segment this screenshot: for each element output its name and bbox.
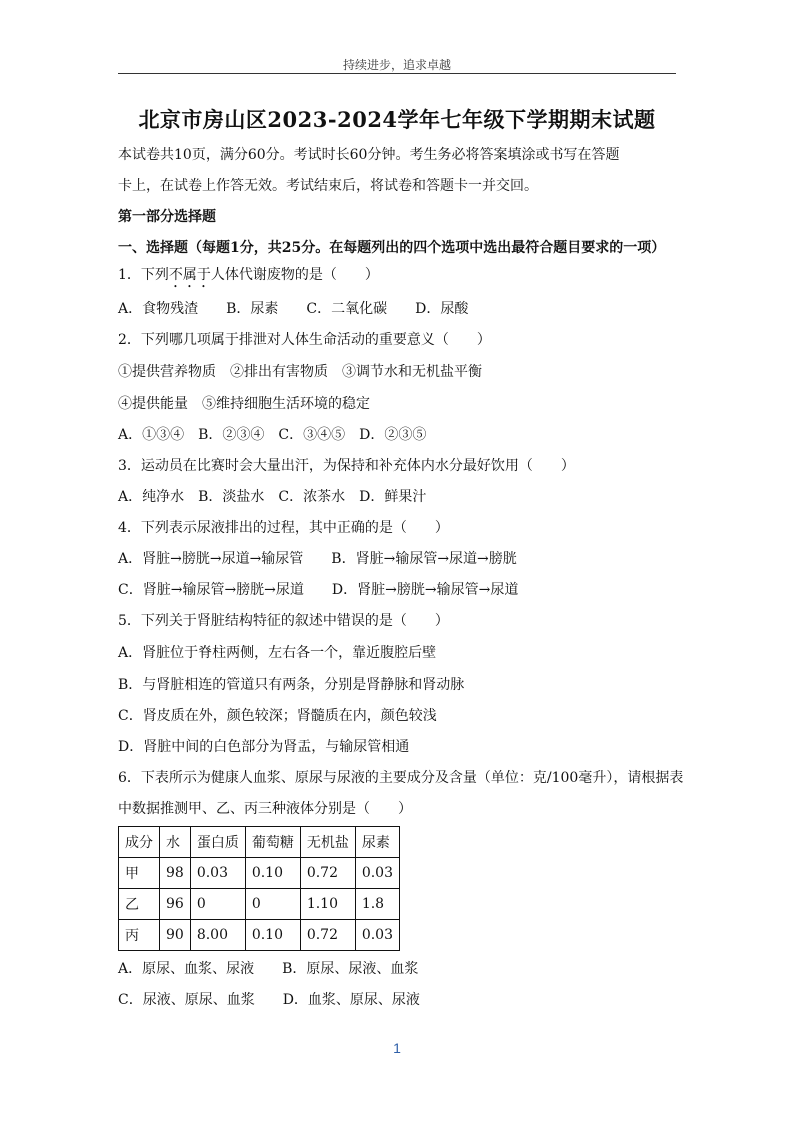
question-6-options-2: C．尿液、原尿、血浆 D．血浆、原尿、尿液 [118,992,420,1008]
table-cell: 甲 [119,858,160,889]
question-4-stem: 4．下列表示尿液排出的过程，其中正确的是（ ） [118,520,449,536]
table-cell: 0.03 [355,920,399,951]
intro-line-2: 卡上，在试卷上作答无效。考试结束后，将试卷和答题卡一并交回。 [118,178,538,194]
question-2-options: A．①③④ B．②③④ C．③④⑤ D．②③⑤ [118,427,427,443]
table-cell: 丙 [119,920,160,951]
table-cell: 0.03 [190,858,245,889]
table-row [119,889,400,920]
question-4-options-2: C．肾脏→输尿管→膀胱→尿道 D．肾脏→膀胱→输尿管→尿道 [118,582,519,598]
header-rule [118,73,676,74]
table-header-cell: 蛋白质 [190,827,245,858]
table-header-cell: 无机盐 [300,827,355,858]
part-heading: 第一部分选择题 [118,209,216,225]
question-1-options: A．食物残渣 B．尿素 C．二氧化碳 D．尿酸 [118,301,469,317]
question-3-options: A．纯净水 B．淡盐水 C．浓茶水 D．鲜果汁 [118,489,427,505]
table-cell: 96 [160,889,191,920]
question-2-items-1: ①提供营养物质 ②排出有害物质 ③调节水和无机盐平衡 [118,364,482,380]
table-cell: 1.10 [300,889,355,920]
table-cell: 0.10 [245,920,300,951]
q1-stem-start: 1．下列 [118,267,169,283]
table-header-row [119,827,400,858]
table-cell: 0.72 [300,858,355,889]
table-cell: 98 [160,858,191,889]
table-cell: 0 [190,889,245,920]
question-4-options-1: A．肾脏→膀胱→尿道→输尿管 B．肾脏→输尿管→尿道→膀胱 [118,551,517,567]
question-6-stem-1: 6．下表所示为健康人血浆、原尿与尿液的主要成分及含量（单位：克/100毫升），请根据表 [118,770,684,786]
q1-emphasis: 不属于 [168,267,211,283]
table-header-cell: 尿素 [355,827,399,858]
question-2-items-2: ④提供能量 ⑤维持细胞生活环境的稳定 [118,396,370,412]
exam-title: 北京市房山区2023-2024学年七年级下学期期末试题 [138,107,656,132]
page-header-slogan: 持续进步，追求卓越 [342,58,451,72]
question-5-option-c: C．肾皮质在外，颜色较深；肾髓质在内，颜色较浅 [118,708,437,724]
question-5-option-a: A．肾脏位于脊柱两侧，左右各一个，靠近腹腔后壁 [118,645,437,661]
question-3-stem: 3．运动员在比赛时会大量出汗，为保持和补充体内水分最好饮用（ ） [118,458,575,474]
question-5-option-d: D．肾脏中间的白色部分为肾盂，与输尿管相通 [118,739,410,755]
table-header-cell: 成分 [119,827,160,858]
table-cell: 1.8 [355,889,399,920]
question-1-stem [118,266,379,291]
table-row [119,920,400,951]
table-header-cell: 葡萄糖 [245,827,300,858]
table-cell: 0 [245,889,300,920]
question-6-options-1: A．原尿、血浆、尿液 B．原尿、尿液、血浆 [118,961,419,977]
table-cell: 0.72 [300,920,355,951]
question-2-stem: 2．下列哪几项属于排泄对人体生命活动的重要意义（ ） [118,332,491,348]
table-cell: 0.03 [355,858,399,889]
composition-table [118,826,400,951]
section-heading: 一、选择题（每题1分，共25分。在每题列出的四个选项中选出最符合题目要求的一项） [118,240,666,256]
table-row [119,858,400,889]
table-cell: 0.10 [245,858,300,889]
question-6-stem-2: 中数据推测甲、乙、丙三种液体分别是（ ） [118,801,412,817]
page-number: 1 [393,1040,401,1056]
q1-stem-end: 人体代谢废物的是（ ） [210,267,379,283]
intro-line-1: 本试卷共10页，满分60分。考试时长60分钟。考生务必将答案填涂或书写在答题 [118,147,620,163]
table-cell: 乙 [119,889,160,920]
table-cell: 90 [160,920,191,951]
question-5-stem: 5．下列关于肾脏结构特征的叙述中错误的是（ ） [118,613,449,629]
question-5-option-b: B．与肾脏相连的管道只有两条，分别是肾静脉和肾动脉 [118,677,465,693]
table-header-cell: 水 [160,827,191,858]
table-cell: 8.00 [190,920,245,951]
